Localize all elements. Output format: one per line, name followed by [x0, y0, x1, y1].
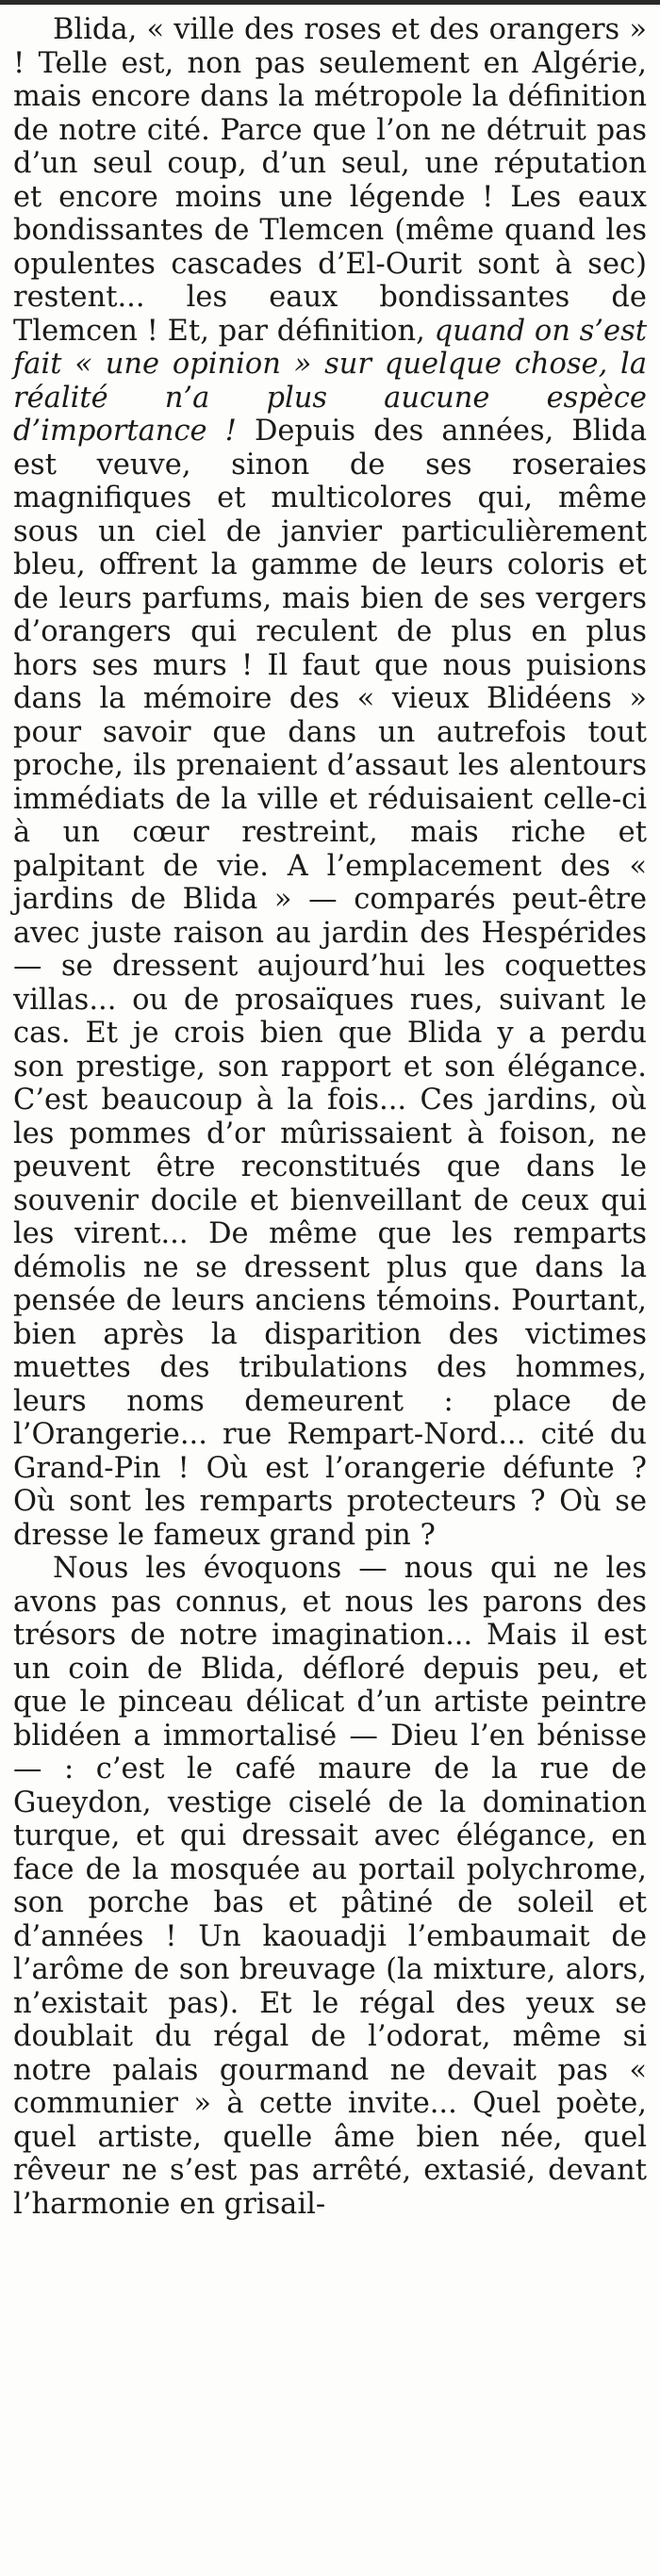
paragraph-1-text-start: Blida, « ville des roses et des orangers » ! Telle est, non pas seulement en Algérie, mais encore dans la métropole la définition de notre cité. Parce que l’on ne détruit pas d’un seul coup, d’un seul, une réputation et encore moins une légende ! Les eaux bondissantes de Tlemcen (même quand les opulentes cascades d’El-Ourit sont à sec) restent... les eaux bondissantes de Tlemcen ! Et, par définition, [13, 13, 647, 348]
article-paragraph-2 [13, 1552, 647, 2221]
paragraph-1-italic-quote: quand on s’est fait « une opinion » sur quelque chose, la réalité n’a plus aucune espèce d’importance ! [13, 314, 647, 448]
article-column [13, 13, 647, 2221]
paragraph-2-text: Nous les évoquons — nous qui ne les avons pas connus, et nous les parons des trésors de notre imagination... Mais il est un coin de Blida, défloré depuis peu, et que le pinceau délicat d’un artiste peintre blidéen a immortalisé — Dieu l’en bénisse — : c’est le café maure de la rue de Gueydon, vestige ciselé de la domination turque, et qui dressait avec élégance, en face de la mosquée au portail polychrome, son porche bas et pâtiné de soleil et d’années ! Un kaouadji l’embaumait de l’arôme de son breuvage (la mixture, alors, n’existait pas). Et le régal des yeux se doublait du régal de l’odorat, même si notre palais gourmand ne devait pas « communier » à cette invite... Quel poète, quel artiste, quelle âme bien née, quel rêveur ne s’est pas arrêté, extasié, devant l’harmonie en grisail- [13, 1552, 647, 2221]
paragraph-1-text-end: Depuis des années, Blida est veuve, sinon de ses roseraies magnifiques et multicolores qui, même sous un ciel de janvier particulièrement bleu, offrent la gamme de leurs coloris et de leurs parfums, mais bien de ses vergers d’orangers qui reculent de plus en plus hors ses murs ! Il faut que nous puisions dans la mémoire des « vieux Blidéens » pour savoir que dans un autrefois tout proche, ils prenaient d’assaut les alentours immédiats de la ville et réduisaient celle-ci à un cœur restreint, mais riche et palpitant de vie. A l’emplacement des « jardins de Blida » — comparés peut-être avec juste raison au jardin des Hespérides — se dressent aujourd’hui les coquettes villas... ou de prosaïques rues, suivant le cas. Et je crois bien que Blida y a perdu son prestige, son rapport et son élégance. C’est beaucoup à la fois... Ces jardins, où les pommes d’or mûrissaient à foison, ne peuvent être reconstitués que dans le souvenir docile et bienveillant de ceux qui les virent... De même que les remparts démolis ne se dressent plus que dans la pensée de leurs anciens témoins. Pourtant, bien après la disparition des victimes muettes des tribulations des hommes, leurs noms demeurent : place de l’Orangerie... rue Rempart-Nord... cité du Grand-Pin ! Où est l’orangerie défunte ? Où sont les remparts protecteurs ? Où se dresse le fameux grand pin ? [13, 415, 648, 1552]
top-column-rule [0, 0, 660, 5]
article-paragraph-1 [13, 13, 647, 1552]
